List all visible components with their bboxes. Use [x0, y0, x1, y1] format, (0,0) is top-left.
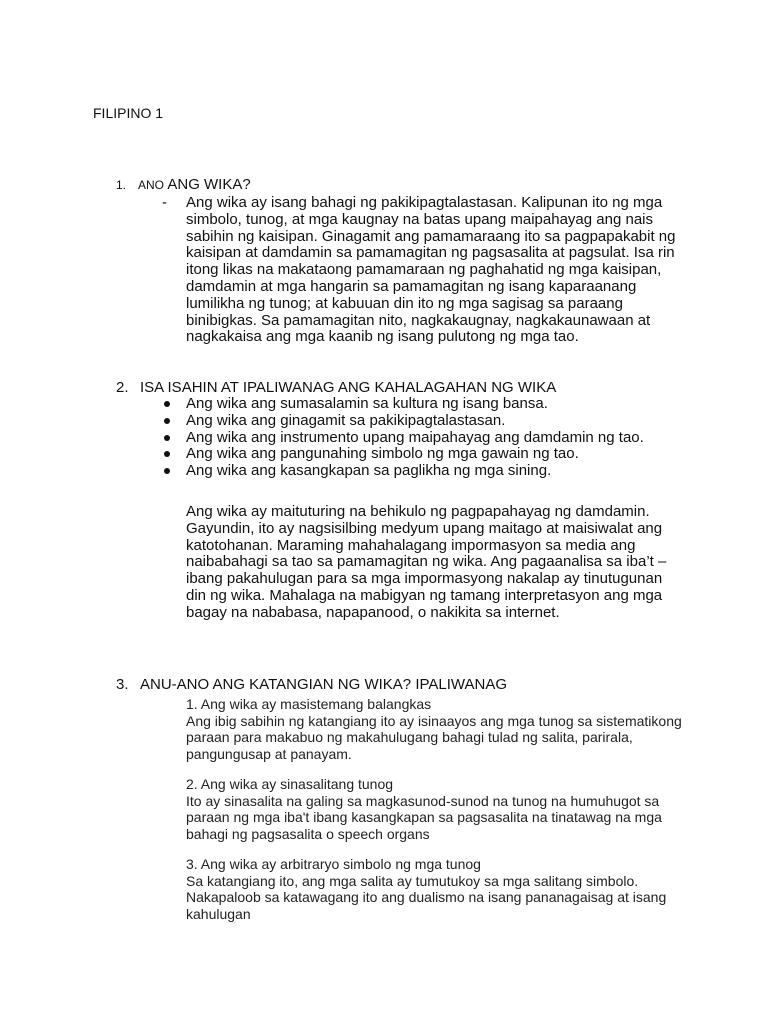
question-2-heading [116, 379, 556, 396]
trait-body: Sa katangiang ito, ang mga salita ay tumutukoy sa mga salitang simbolo. Nakapaloob sa katawagang ito ang dualismo na isang pananagaisag at isang kahulugan [186, 872, 667, 922]
bullet-icon [164, 401, 170, 407]
question-1-answer [162, 195, 682, 346]
list-item-text: Ang wika ang ginagamit sa pakikipagtalastasan. [186, 411, 506, 429]
trait-item [186, 856, 686, 922]
document-title: FILIPINO 1 [93, 105, 164, 121]
question-1-heading-text: ANG WIKA? [164, 176, 251, 193]
question-3-heading-text: ANU-ANO ANG KATANGIAN NG WIKA? IPALIWANAG [140, 676, 508, 693]
trait-item [186, 696, 686, 762]
trait-title: 1. Ang wika ay masistemang balangkas [186, 696, 432, 712]
list-item [162, 446, 644, 463]
question-2-explanation: Ang wika ay maituturing na behikulo ng pagpapahayag ng damdamin. Gayundin, ito ay nagsisilbing medyum upang maitago at maisiwalat ang katotohanan. Maraming mahahalagang impormasyon sa media ang naibabahagi sa tao sa pamamagitan ng wika. Ang pagaanalisa sa iba’t – ibang pakahulugan para sa mga impormasyong nakalap ay tinutugunan din ng wika. Mahalaga na mabigyan ng tamang interpretasyon ang mga bagay na nababasa, napapanood, o nakikita sa internet. [186, 503, 667, 621]
question-2-heading-text: ISA ISAHIN AT IPALIWANAG ANG KAHALAGAHAN NG WIKA [140, 379, 557, 396]
trait-title: 3. Ang wika ay arbitraryo simbolo ng mga tunog [186, 856, 481, 872]
question-2-number: 2. [116, 379, 129, 396]
list-item [162, 413, 644, 430]
bullet-icon [164, 468, 170, 474]
list-item [162, 430, 644, 447]
trait-item [186, 776, 686, 842]
trait-body: Ito ay sinasalita na galing sa magkasunod-sunod na tunog na humuhugot sa paraan ng mga iba't ibang kasangkapan sa pagsasalita na tinatawag na mga bahagi ng pagsasalita o speech organs [186, 792, 662, 842]
list-item [162, 396, 644, 413]
list-item [162, 463, 644, 480]
question-1-heading [116, 176, 251, 193]
question-3-number: 3. [116, 676, 129, 693]
list-item-text: Ang wika ang instrumento upang maipahayag ang damdamin ng tao. [186, 428, 644, 446]
question-1-answer-text: Ang wika ay isang bahagi ng pakikipagtalastasan. Kalipunan ito ng mga simbolo, tunog, at mga kaugnay na batas upang maipahayag ang nais sabihin ng kaisipan. Ginagamit ang pamamaraang ito sa pagpapakabit ng kaisipan at damdamin sa pamamagitan ng pagsasalita at pagsulat. Isa rin itong likas na makataong pamamaraan ng paghahatid ng mga kaisipan, damdamin at mga hangarin sa pamamagitan ng isang kaparaanang lumilikha ng tunog; at kabuuan din ito ng mga sagisag sa paraang binibigkas. Sa pamamagitan nito, nagkakaugnay, nagkakaunawaan at nagkakaisa ang mga kaanib ng isang pulutong ng mga tao. [186, 194, 676, 346]
bullet-icon [164, 435, 170, 441]
importance-list [162, 396, 644, 480]
question-3-heading [116, 676, 507, 693]
list-item-text: Ang wika ang pangunahing simbolo ng mga gawain ng tao. [186, 445, 579, 463]
dash-marker: - [162, 194, 167, 211]
list-item-text: Ang wika ang kasangkapan sa paglikha ng mga sining. [186, 462, 552, 480]
bullet-icon [164, 451, 170, 457]
question-1-heading-prefix: ANO [138, 178, 165, 192]
trait-body: Ang ibig sabihin ng katangiang ito ay isinaayos ang mga tunog sa sistematikong paraan para makabuo ng makahulugang bahagi tulad ng salita, parirala, pangungusap at panayam. [186, 712, 682, 762]
trait-title: 2. Ang wika ay sinasalitang tunog [186, 776, 394, 792]
question-1-number: 1. [116, 178, 127, 192]
bullet-icon [164, 418, 170, 424]
list-item-text: Ang wika ang sumasalamin sa kultura ng isang bansa. [186, 395, 548, 412]
